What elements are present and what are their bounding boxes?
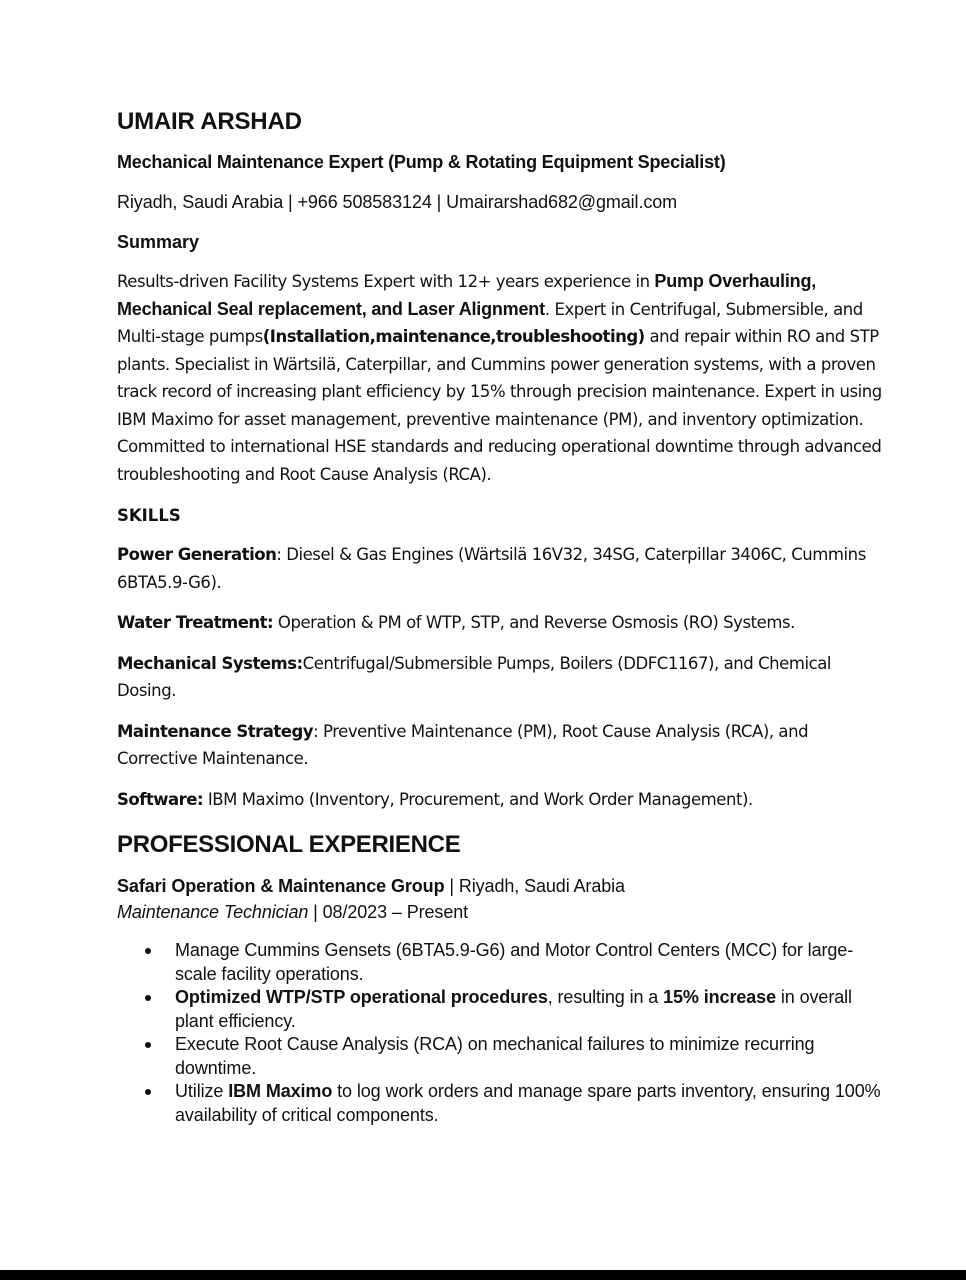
summary-title: Summary	[117, 232, 200, 252]
candidate-headline: Mechanical Maintenance Expert (Pump & Rotating Equipment Specialist)	[117, 152, 726, 172]
skill-label: Mechanical Systems:	[117, 653, 303, 673]
bullet-text: Utilize	[175, 1081, 229, 1101]
skills-title: SKILLS	[117, 506, 181, 525]
skill-item-power-generation	[117, 541, 887, 596]
summary-text-1: Results-driven Facility Systems Expert with 12+ years experience in	[117, 272, 655, 291]
skill-text: Centrifugal/Submersible Pumps, Boilers (DDFC1167), and Chemical Dosing.	[117, 653, 832, 700]
summary-text-2: . Expert in Centrifugal, Submersible, and Multi-stage pumps	[117, 299, 863, 346]
bottom-bar	[0, 1270, 966, 1280]
skill-text: : Diesel & Gas Engines (Wärtsilä 16V32, 34SG, Caterpillar 3406C, Cummins 6BTA5.9-G6).	[117, 545, 866, 592]
company-name: Safari Operation & Maintenance Group	[117, 876, 445, 896]
skill-item-water-treatment	[117, 609, 887, 637]
skill-label: Power Generation	[117, 545, 277, 564]
bullet-text: to log work orders and manage spare parts inventory, ensuring 100% availability of critical components.	[175, 1081, 881, 1125]
list-item	[117, 986, 887, 1033]
bullet-icon	[145, 1089, 151, 1095]
skill-text: IBM Maximo (Inventory, Procurement, and Work Order Management).	[203, 789, 753, 809]
summary-bold-2: (Installation,maintenance,troubleshooting)	[262, 327, 645, 346]
skill-item-software	[117, 786, 887, 814]
skill-item-mechanical-systems	[117, 650, 887, 705]
bullet-text: , resulting in a	[547, 987, 664, 1007]
skill-label: Maintenance Strategy	[117, 721, 314, 741]
list-item	[117, 939, 887, 986]
summary-paragraph	[117, 268, 887, 488]
list-item	[117, 1033, 887, 1080]
bullet-bold: Optimized WTP/STP operational procedures	[175, 987, 548, 1007]
bullet-text: Execute Root Cause Analysis (RCA) on mechanical failures to minimize recurring downtime.	[175, 1034, 815, 1078]
company-location: | Riyadh, Saudi Arabia	[444, 876, 625, 896]
summary-text-3: and repair within RO and STP plants. Specialist in Wärtsilä, Caterpillar, and Cummins power generation systems, with a proven track record of increasing plant efficiency by 15% through precision maintenance. Expert in using IBM Maximo for asset management, preventive maintenance (PM), and inventory optimization. Committed to international HSE standards and reducing operational downtime through advanced troubleshooting and Root Cause Analysis (RCA).	[117, 327, 882, 484]
experience-title: PROFESSIONAL EXPERIENCE	[117, 831, 461, 858]
bullet-icon	[145, 995, 151, 1001]
experience-bullets	[117, 939, 887, 1127]
candidate-name: UMAIR ARSHAD	[117, 108, 302, 135]
job-dates: | 08/2023 – Present	[308, 902, 469, 922]
skill-label: Software:	[117, 789, 204, 809]
list-item	[117, 1080, 887, 1127]
bullet-bold: 15% increase	[663, 987, 776, 1007]
bullet-icon	[145, 1042, 151, 1048]
summary-bold-1: Pump Overhauling, Mechanical Seal replacement, and Laser Alignment	[117, 271, 817, 319]
company-line	[117, 873, 887, 899]
skill-text: Operation & PM of WTP, STP, and Reverse Osmosis (RO) Systems.	[273, 613, 795, 632]
role-line	[117, 899, 887, 925]
bullet-bold: IBM Maximo	[228, 1081, 333, 1101]
job-title: Maintenance Technician	[117, 902, 309, 922]
bullet-text: Manage Cummins Gensets (6BTA5.9-G6) and Motor Control Centers (MCC) for large-scale facility operations.	[175, 940, 854, 984]
contact-line: Riyadh, Saudi Arabia | +966 508583124 | Umairarshad682@gmail.com	[117, 192, 678, 212]
resume-content	[117, 106, 887, 1127]
skill-label: Water Treatment:	[117, 613, 274, 632]
bullet-text: in overall plant efficiency.	[175, 987, 852, 1031]
skill-item-maintenance-strategy	[117, 718, 887, 773]
skill-text: : Preventive Maintenance (PM), Root Cause Analysis (RCA), and Corrective Maintenance.	[117, 721, 809, 768]
bullet-icon	[145, 948, 151, 954]
